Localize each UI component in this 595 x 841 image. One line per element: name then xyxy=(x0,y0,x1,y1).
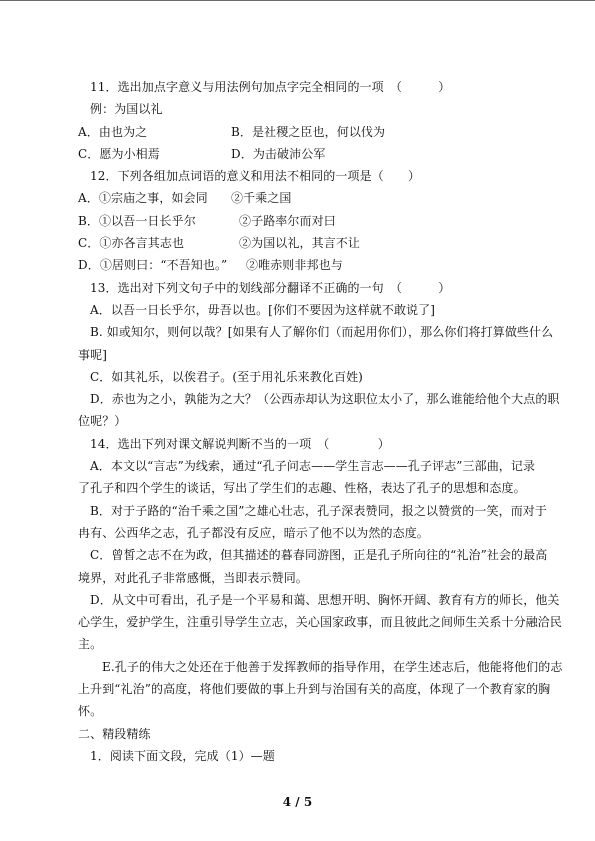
q13-stem: 13．选出对下列文句子中的划线部分翻译不正确的一句 （ ） xyxy=(90,280,451,295)
q11-option-d: D．为击破沛公军 xyxy=(231,146,326,161)
q11-option-c: C．愿为小相焉 xyxy=(78,146,160,161)
q14-option-e-line1: E.孔子的伟大之处还在于他善于发挥教师的指导作用，在学生述志后，他能将他们的志 xyxy=(102,659,563,674)
q12-option-a xyxy=(78,187,518,209)
q12-option-c xyxy=(78,232,518,254)
q12-option-c-part2: ②为国以礼，其言不让 xyxy=(239,236,361,251)
q12-stem: 12．下列各组加点词语的意义和用法不相同的一项是（ ） xyxy=(90,169,421,184)
q14-option-d-line2: 心学生，爱护学生，注重引导学生立志，关心国家政事，而且彼此之间师生关系十分融洽民 xyxy=(78,615,563,630)
q11-stem: 11．选出加点字意义与用法例句加点字完全相同的一项 （ ） xyxy=(90,80,451,94)
q14-option-c-line1: C．曾皙之志不在为政，但其描述的暮春同游图，正是孔子所向往的“礼治”社会的最高 xyxy=(90,548,548,563)
document-page xyxy=(78,76,563,767)
page-number: 4 / 5 xyxy=(282,795,313,809)
q11-example: 例：为国以礼 xyxy=(90,102,163,117)
q13-option-b-line2: 事呢] xyxy=(78,347,107,362)
q14-option-b-line2: 冉有、公西华之志，孔子都没有反应，暗示了他不以为然的态度。 xyxy=(78,525,429,540)
q12-option-c-part1: C．①亦各言其志也 xyxy=(78,236,185,251)
q12-option-a-part2: ②千乘之国 xyxy=(231,191,292,206)
q11-option-b: B．是社稷之臣也，何以伐为 xyxy=(231,124,386,139)
q12-option-a-part1: A．①宗庙之事，如会同 xyxy=(78,191,208,206)
q11-options-cd xyxy=(78,143,518,165)
q13-option-a: A．以吾一日长乎尔，毋吾以也。[你们不要因为这样就不敢说了] xyxy=(90,302,436,317)
q14-option-b-line1: B．对于子路的“治千乘之国”之雄心壮志，孔子深表赞同，报之以赞赏的一笑，而对于 xyxy=(90,503,547,518)
q12-option-b xyxy=(78,210,518,232)
q11-option-a: A．由也为之 xyxy=(78,124,148,139)
q14-option-a-line2: 了孔子和四个学生的谈话，写出了学生们的志趣、性格，表达了孔子的思想和态度。 xyxy=(78,481,526,496)
q12-option-b-part1: B．①以吾一日长乎尔 xyxy=(78,213,196,228)
q12-option-b-part2: ②子路率尔而对曰 xyxy=(239,213,336,228)
section-item-1: 1．阅读下面文段，完成（1）—题 xyxy=(90,748,275,763)
q14-option-e-line2: 上升到“礼治”的高度，将他们要做的事上升到与治国有关的高度，体现了一个教育家的胸 xyxy=(78,682,551,697)
q13-option-d-line2: 位呢？） xyxy=(78,414,127,429)
section-heading: 二、精段精练 xyxy=(78,726,151,741)
q14-option-e-line3: 怀。 xyxy=(78,704,103,719)
page-top-border xyxy=(0,0,595,1)
q12-option-d xyxy=(78,254,518,276)
q13-option-c: C．如其礼乐，以俟君子。(至于用礼乐来教化百姓) xyxy=(90,369,363,384)
q12-option-d-part2: ②唯赤则非邦也与 xyxy=(246,258,343,273)
q14-option-a-line1: A．本文以“言志”为线索，通过“孔子问志——学生言志——孔子评志”三部曲，记录 xyxy=(90,459,536,474)
q14-option-c-line2: 境界，对此孔子非常感慨，当即表示赞同。 xyxy=(78,570,308,585)
q11-options-ab xyxy=(78,121,518,143)
q14-option-d-line3: 主。 xyxy=(78,637,103,652)
q14-stem: 14．选出下列对课文解说判断不当的一项 （ ） xyxy=(90,436,390,451)
q12-option-d-part1: D．①居则曰：“不吾知也。” xyxy=(78,258,228,273)
q14-option-d-line1: D．从文中可看出，孔子是一个平易和蔼、思想开明、胸怀开阔、教育有方的师长，他关 xyxy=(90,592,560,607)
q13-option-d-line1: D．赤也为之小，孰能为之大？（公西赤却认为这职位太小了，那么谁能给他个大点的职 xyxy=(90,392,560,407)
q13-option-b-line1: B. 如或知尔，则何以哉？[如果有人了解你们（而起用你们），那么你们将打算做些什么 xyxy=(90,325,554,340)
